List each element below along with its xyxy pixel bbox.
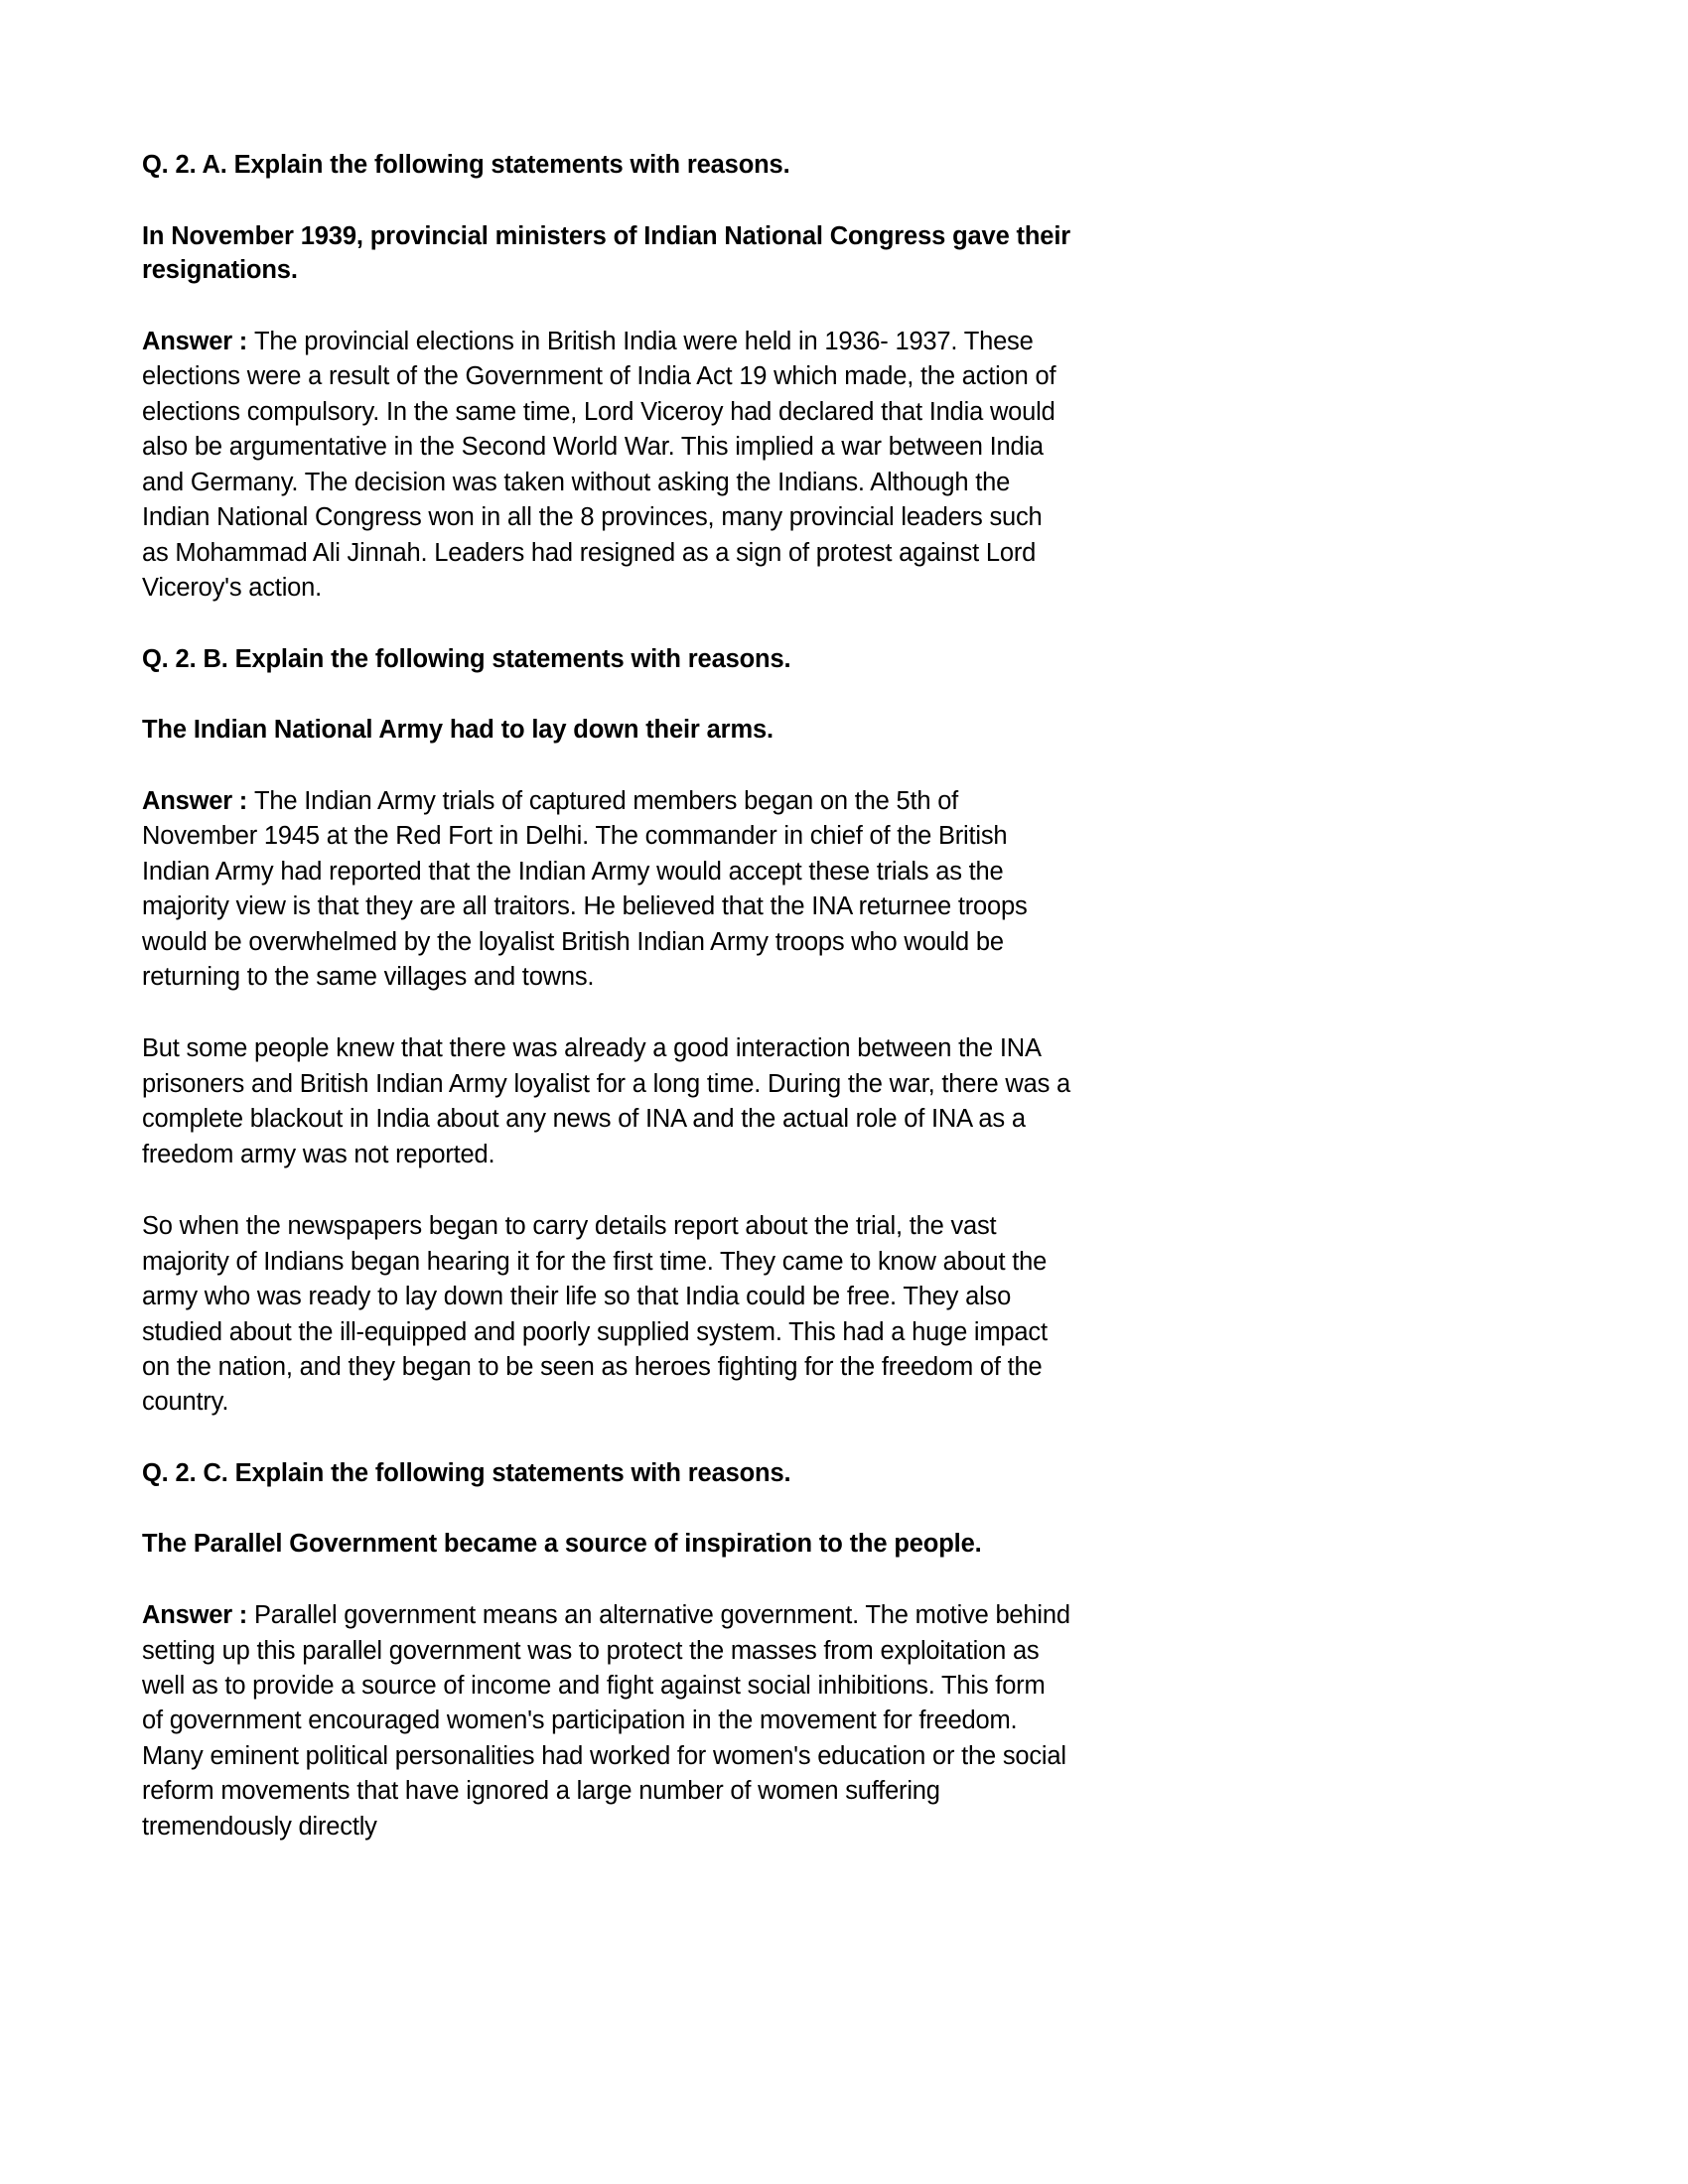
section-heading-q2c: Q. 2. C. Explain the following statements with reasons. [142, 1458, 791, 1487]
answer-label-q2a: Answer : [142, 328, 254, 355]
answer-body-q2c: Parallel government means an alternative government. The motive behind setting up this parallel government was to protect the masses from exploitation as well as to provide a source of income and fight against social inhibitions. This form of government encouraged women's participation in the movement for freedom. Many eminent political personalities had worked for women's education or the social reform movements that have ignored a large number of women suffering tremendously directly [142, 1601, 1070, 1841]
section-heading-q2b: Q. 2. B. Explain the following statements with reasons. [142, 644, 791, 673]
answer-label-q2b: Answer : [142, 786, 254, 815]
section-answer-q2b [142, 784, 1072, 996]
section-paragraph-q2b-3: So when the newspapers began to carry details report about the trial, the vast majority of Indians began hearing it for the first time. They came to know about the army who was ready to lay down their life so that India could be free. They also studied about the ill-equipped and poorly supplied system. This had a huge impact on the nation, and they began to be seen as heroes fighting for the freedom of the country. [142, 1212, 1048, 1417]
section-answer-q2c [142, 1598, 1072, 1844]
section-statement-q2c: The Parallel Government became a source of inspiration to the people. [142, 1530, 982, 1559]
answer-body-q2b: The Indian Army trials of captured members began on the 5th of November 1945 at the Red Fort in Delhi. The commander in chief of the British Indian Army had reported that the Indian Army would accept these trials as the majority view is that they are all traitors. He believed that the INA returnee troops would be overwhelmed by the loyalist British Indian Army troops who would be returning to the same villages and towns. [142, 786, 1028, 992]
section-answer-q2a [142, 325, 1072, 607]
document-content [142, 149, 1072, 1844]
section-q2b [142, 643, 1072, 1421]
answer-body-q2a: The provincial elections in British India were held in 1936- 1937. These elections were a result of the Government of India Act 19 which made, the action of elections compulsory. In the same time, Lord Viceroy had declared that India would also be argumentative in the Second World War. This implied a war between India and Germany. The decision was taken without asking the Indians. Although the Indian National Congress won in all the 8 provinces, many provincial leaders such as Mohammad Ali Jinnah. Leaders had resigned as a sign of protest against Lord Viceroy's action. [142, 328, 1056, 603]
section-q2a [142, 149, 1072, 607]
section-statement-q2b: The Indian National Army had to lay down their arms. [142, 716, 774, 745]
section-heading-q2a: Q. 2. A. Explain the following statements with reasons. [142, 151, 790, 179]
section-statement-q2a: In November 1939, provincial ministers of Indian National Congress gave their resignations. [142, 221, 1071, 285]
section-paragraph-q2b-2: But some people knew that there was already a good interaction between the INA prisoners and British Indian Army loyalist for a long time. During the war, there was a complete blackout in India about any news of INA and the actual role of INA as a freedom army was not reported. [142, 1034, 1071, 1168]
answer-label-q2c: Answer : [142, 1601, 254, 1630]
section-q2c [142, 1457, 1072, 1844]
